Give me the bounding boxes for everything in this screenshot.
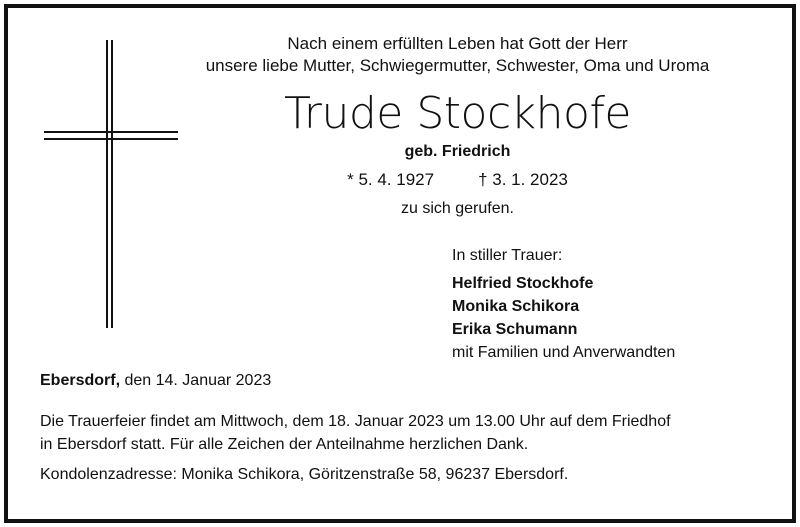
funeral-info-line-2: in Ebersdorf statt. Für alle Zeichen der Anteilnahme herzlichen Dank.	[40, 436, 529, 453]
mourners-families: mit Familien und Anverwandten	[452, 344, 676, 361]
intro-line-2: unsere liebe Mutter, Schwiegermutter, Schwester, Oma und Uroma	[205, 56, 710, 75]
mourner-name: Monika Schikora	[452, 298, 580, 315]
place-date	[40, 372, 271, 390]
life-dates	[190, 170, 725, 190]
birth-date: * 5. 4. 1927	[347, 170, 435, 189]
mourner-name: Erika Schumann	[452, 321, 578, 338]
mourner-name: Helfried Stockhofe	[452, 275, 594, 292]
date: den 14. Januar 2023	[120, 372, 272, 389]
mourners-intro: In stiller Trauer:	[452, 247, 563, 264]
funeral-info-line-1: Die Trauerfeier findet am Mittwoch, dem 18. Januar 2023 um 13.00 Uhr auf dem Friedhof	[40, 413, 671, 430]
place: Ebersdorf,	[40, 372, 121, 389]
maiden-name: geb. Friedrich	[404, 143, 511, 160]
called-home-text: zu sich gerufen.	[401, 200, 514, 217]
death-date: † 3. 1. 2023	[478, 170, 568, 189]
intro-line-1: Nach einem erfüllten Leben hat Gott der Herr	[287, 34, 628, 53]
cross-icon	[44, 40, 178, 328]
condolence-address: Kondolenzadresse: Monika Schikora, Göritzenstraße 58, 96237 Ebersdorf.	[40, 466, 569, 483]
deceased-name: Trude Stockhofe	[283, 88, 631, 139]
